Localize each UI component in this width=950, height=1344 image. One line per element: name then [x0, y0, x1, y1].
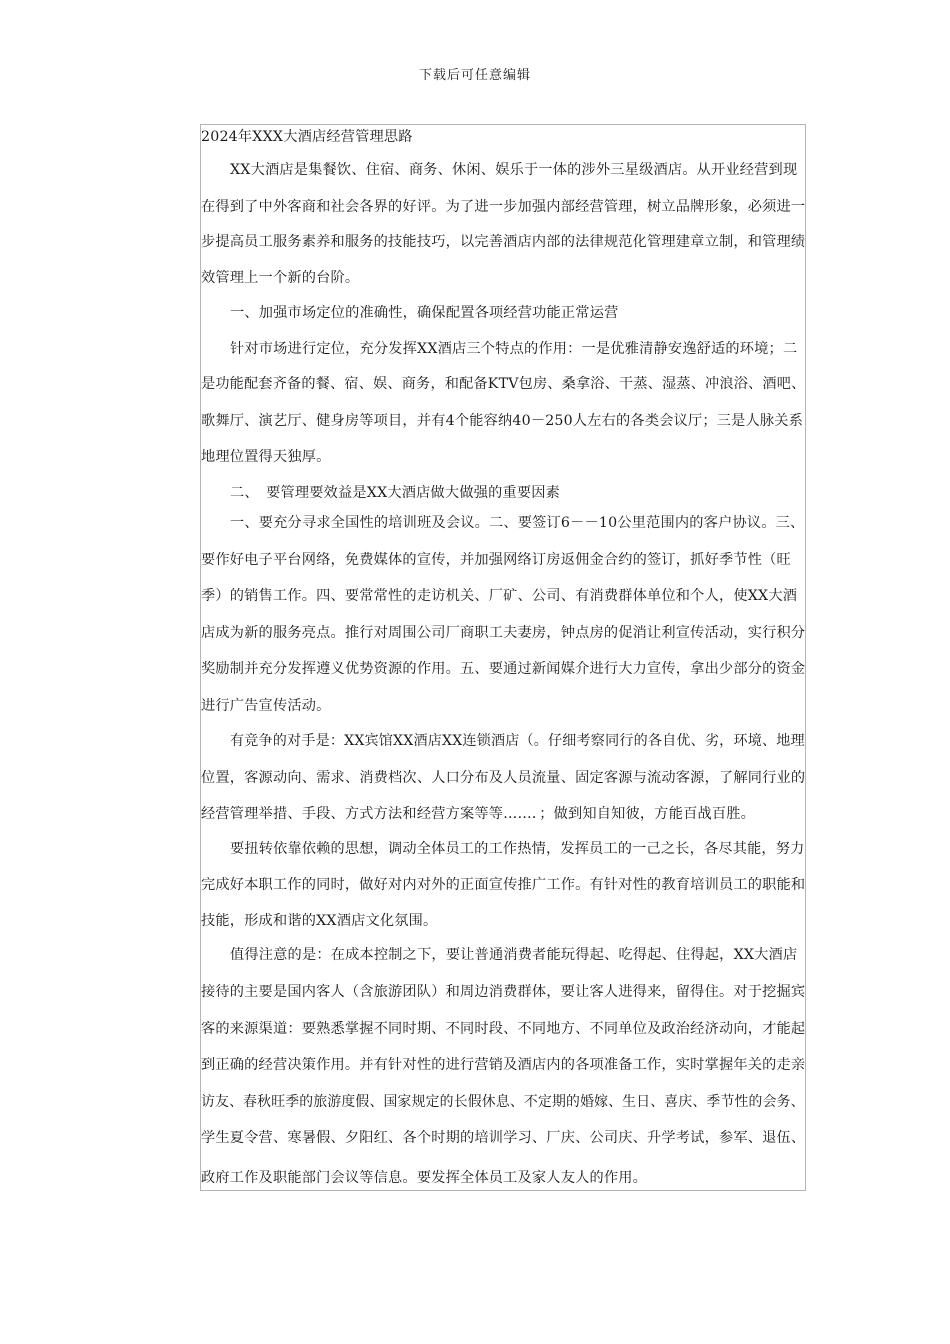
document-title: 2024年XXX大酒店经营管理思路 — [201, 129, 413, 145]
page-header: 下载后可任意编辑 — [418, 68, 531, 83]
paragraph-line: 在得到了中外客商和社会各界的好评。为了进一步加强内部经营管理，树立品牌形象，必须进一 — [201, 199, 806, 215]
paragraph-line: 要作好电子平台网络，免费媒体的宣传，并加强网络订房返佣金合约的签订，抓好季节性（旺 — [201, 552, 791, 568]
paragraph-line: 季）的销售工作。四、要常常性的走访机关、厂矿、公司、有消费群体单位和个人，使XX大酒 — [201, 588, 798, 604]
paragraph-line: 访友、春秋旺季的旅游度假、国家规定的长假休息、不定期的婚嫁、生日、喜庆、季节性的会务、 — [201, 1094, 805, 1110]
paragraph-line: 客的来源渠道：要熟悉掌握不同时期、不同时段、不同地方、不同单位及政治经济动向，才能起 — [201, 1021, 806, 1037]
paragraph-line: 步提高员工服务素养和服务的技能技巧，以完善酒店内部的法律规范化管理建章立制，和管理绩 — [201, 234, 806, 250]
paragraph-line: 位置，客源动向、需求、消费档次、人口分布及人员流量、固定客源与流动客源，了解同行业的 — [201, 770, 806, 786]
paragraph-line: 完成好本职工作的同时，做好对内对外的正面宣传推广工作。有针对性的教育培训员工的职能和 — [201, 877, 806, 893]
paragraph-line: 经营管理举措、手段、方式方法和经营方案等等……．；做到知自知彼，方能百战百胜。 — [201, 806, 756, 822]
paragraph-line: 歌舞厅、演艺厅、健身房等项目，并有4个能容纳40－250人左右的各类会议厅；三是人脉关系 — [201, 413, 804, 429]
paragraph-line: 技能，形成和谐的XX酒店文化氛围。 — [201, 913, 438, 929]
paragraph-line: 政府工作及职能部门会议等信息。要发挥全体员工及家人友人的作用。 — [201, 1170, 648, 1186]
paragraph-line: 值得注意的是：在成本控制之下，要让普通消费者能玩得起、吃得起、住得起，XX大酒店 — [230, 947, 798, 963]
paragraph-line: 有竞争的对手是：XX宾馆XX酒店XX连锁酒店（。仔细考察同行的各自优、劣，环境、地理 — [230, 733, 805, 749]
paragraph-line: 店成为新的服务亮点。推行对周围公司厂商职工夫妻房，钟点房的促消让利宣传活动，实行积分 — [201, 625, 806, 641]
paragraph-line: 接待的主要是国内客人（含旅游团队）和周边消费群体，要让客人进得来，留得住。对于挖掘宾 — [201, 984, 806, 1000]
paragraph-line: 是功能配套齐备的餐、宿、娱、商务，和配备KTV包房、桑拿浴、干蒸、湿蒸、冲浪浴、酒吧、 — [201, 376, 806, 392]
paragraph-line: 针对市场进行定位，充分发挥XX酒店三个特点的作用：一是优雅清静安逸舒适的环境；二 — [230, 341, 798, 357]
section-heading: 一、加强市场定位的准确性，确保配置各项经营功能正常运营 — [230, 305, 619, 321]
paragraph-line: 到正确的经营决策作用。并有针对性的进行营销及酒店内的各项准备工作，实时掌握年关的走亲 — [201, 1057, 806, 1073]
paragraph-line: 一、要充分寻求全国性的培训班及会议。二、要签订6－－10公里范围内的客户协议。三、 — [230, 515, 805, 531]
section-heading: 二、 要管理要效益是XX大酒店做大做强的重要因素 — [230, 485, 561, 501]
paragraph-line: 效管理上一个新的台阶。 — [201, 270, 360, 286]
paragraph-line: 要扭转依靠依赖的思想，调动全体员工的工作热情，发挥员工的一己之长，各尽其能，努力 — [230, 841, 805, 857]
paragraph-line: 奖励制并充分发挥遵义优势资源的作用。五、要通过新闻媒介进行大力宣传，拿出少部分的资金 — [201, 661, 806, 677]
paragraph-line: XX大酒店是集餐饮、住宿、商务、休闲、娱乐于一体的涉外三星级酒店。从开业经营到现 — [230, 162, 798, 178]
paragraph-line: 进行广告宣传活动。 — [201, 698, 331, 714]
paragraph-line: 地理位置得天独厚。 — [201, 449, 331, 465]
paragraph-line: 学生夏令营、寒暑假、夕阳红、各个时期的培训学习、厂庆、公司庆、升学考试，参军、退伍、 — [201, 1130, 806, 1146]
